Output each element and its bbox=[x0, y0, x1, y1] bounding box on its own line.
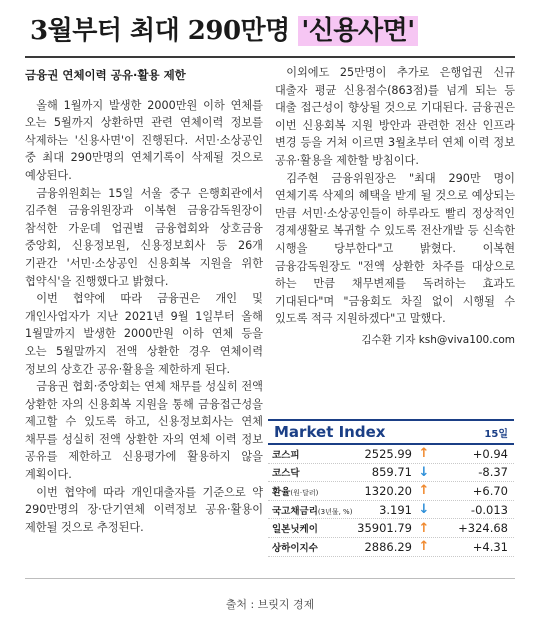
market-row-label: 상하이지수 bbox=[272, 542, 318, 554]
market-row bbox=[268, 519, 514, 538]
market-row-value: 2525.99 bbox=[364, 446, 412, 461]
source-caption: 출처 : 브릿지 경제 bbox=[225, 598, 315, 611]
market-row-value: 859.71 bbox=[371, 465, 412, 480]
market-row-value: 2886.29 bbox=[364, 539, 412, 554]
article-headline bbox=[30, 10, 418, 52]
article-column-left bbox=[25, 64, 263, 536]
paragraph: 올해 1월까지 발생한 2000만원 이하 연체를 오는 5월까지 상환하면 관련 연체이력 정보를 삭제하는 '신용사면'이 진행된다. 서민·소상공인 중 최대 290만명의 연체기록이 삭제될 것으로 예상된다. bbox=[25, 98, 263, 182]
market-row-label: 국고채금리 bbox=[272, 505, 318, 517]
headline-divider bbox=[25, 56, 515, 58]
market-row-name bbox=[268, 540, 336, 554]
market-row-note: (3년물, %) bbox=[317, 507, 353, 516]
footer-divider bbox=[25, 578, 515, 579]
market-row-label: 코스피 bbox=[272, 449, 300, 461]
market-index-rows bbox=[268, 445, 514, 557]
market-row bbox=[268, 464, 514, 483]
article-subhead: 금융권 연체이력 공유·활용 제한 bbox=[25, 68, 186, 82]
market-row-name bbox=[268, 521, 336, 535]
paragraph: 이번 협약에 따라 금융권은 개인 및 개인사업자가 지난 2021년 9월 1일부터 올해 1월말까지 발생한 2000만원 이하 연체 등을 오는 5월말까지 전액 상환한 경우 연체이력 정보의 상호간 공유·활용을 제한하게 된다. bbox=[25, 292, 263, 376]
market-row-name bbox=[268, 484, 336, 498]
paragraph: 이외에도 25만명이 추가로 은행업권 신규 대출자 평균 신용점수(863점)를 넘게 되는 등 대출 접근성이 향상될 것으로 기대된다. 금융권은 이번 신용회복 지원 방안과 관련한 전산 인프라 변경 등을 거쳐 이르면 3월초부터 연체 이력 정보 공유·활용을 제한할 방침이다. bbox=[275, 66, 515, 167]
arrow-down-icon: ↓ bbox=[418, 502, 430, 518]
market-row-label: 코스닥 bbox=[272, 468, 300, 480]
arrow-up-icon: ↑ bbox=[418, 539, 430, 555]
market-row-name bbox=[268, 447, 336, 461]
market-row-name bbox=[268, 465, 336, 479]
market-row-value: 1320.20 bbox=[364, 483, 412, 498]
paragraph: 김주현 금융위원장은 "최대 290만 명이 연체기록 삭제의 혜택을 받게 될 것으로 예상되는 만큼 서민·소상공인들이 하루라도 빨리 정상적인 경제생활로 복귀할 수 있도록 전산개발 등 신속한 시행을 당부한다"고 밝혔다. 이복현 금융감독원장도 "전액 상환한 차주를 대상으로 하는 만큼 채무변제를 독려하는 효과도 기대된다"며 "금융회도 차질 없이 시행될 수 있도록 적극 지원하겠다"고 말했다. bbox=[275, 171, 515, 326]
market-row bbox=[268, 501, 514, 520]
arrow-down-icon: ↓ bbox=[418, 464, 430, 480]
market-row bbox=[268, 538, 514, 557]
market-row bbox=[268, 445, 514, 464]
arrow-up-icon: ↑ bbox=[418, 446, 430, 462]
market-row-name bbox=[268, 503, 353, 517]
market-row-value: 3.191 bbox=[379, 502, 412, 517]
paragraph: 금융권 협회·중앙회는 연체 채무를 성실히 전액 상환한 자의 신용회복 지원을 통해 금융접근성을 제고할 수 있도록 하고, 신용정보회사는 연체 채무를 성실히 전액 상환한 자의 연체 이력 정보 공유를 제한하고 신용평가에 활용하지 않을 계획이다. bbox=[25, 380, 263, 482]
market-index-box bbox=[268, 419, 514, 571]
market-row-note: (원·달러) bbox=[290, 488, 319, 497]
market-row-label: 환율 bbox=[272, 486, 291, 498]
market-row-change: -8.37 bbox=[478, 465, 508, 480]
headline-highlight: '신용사면' bbox=[298, 16, 417, 46]
paragraph: 이번 협약에 따라 개인대출자를 기준으로 약 290만명의 장·단기연체 이력정보 공유·활용이 제한될 것으로 추정된다. bbox=[25, 485, 263, 534]
arrow-up-icon: ↑ bbox=[418, 520, 430, 536]
market-row bbox=[268, 482, 514, 501]
market-index-title: Market Index bbox=[274, 423, 386, 441]
market-index-date: 15일 bbox=[484, 428, 508, 440]
market-row-change: +324.68 bbox=[458, 521, 508, 536]
paragraph: 금융위원회는 15일 서울 중구 은행회관에서 김주현 금융위원장과 이복현 금융감독원장이 참석한 가운데 업권별 금융협회와 상호금융 중앙회, 신용정보원, 신용정보회사 등 26개 기관간 '서민·소상공인 신용회복 지원을 위한 협약식'을 진행했다고 밝혔다. bbox=[25, 186, 263, 288]
article-column-right bbox=[275, 64, 515, 350]
market-row-change: +6.70 bbox=[472, 483, 508, 498]
market-row-change: +4.31 bbox=[472, 539, 508, 554]
byline: 김수환 기자 ksh@viva100.com bbox=[361, 333, 515, 346]
market-row-change: +0.94 bbox=[472, 446, 508, 461]
market-index-header bbox=[268, 421, 514, 445]
headline-main: 3월부터 최대 290만명 bbox=[30, 16, 299, 46]
market-row-change: -0.013 bbox=[470, 502, 508, 517]
market-row-value: 35901.79 bbox=[357, 521, 412, 536]
market-row-label: 일본닛케이 bbox=[272, 524, 318, 536]
arrow-up-icon: ↑ bbox=[418, 483, 430, 499]
